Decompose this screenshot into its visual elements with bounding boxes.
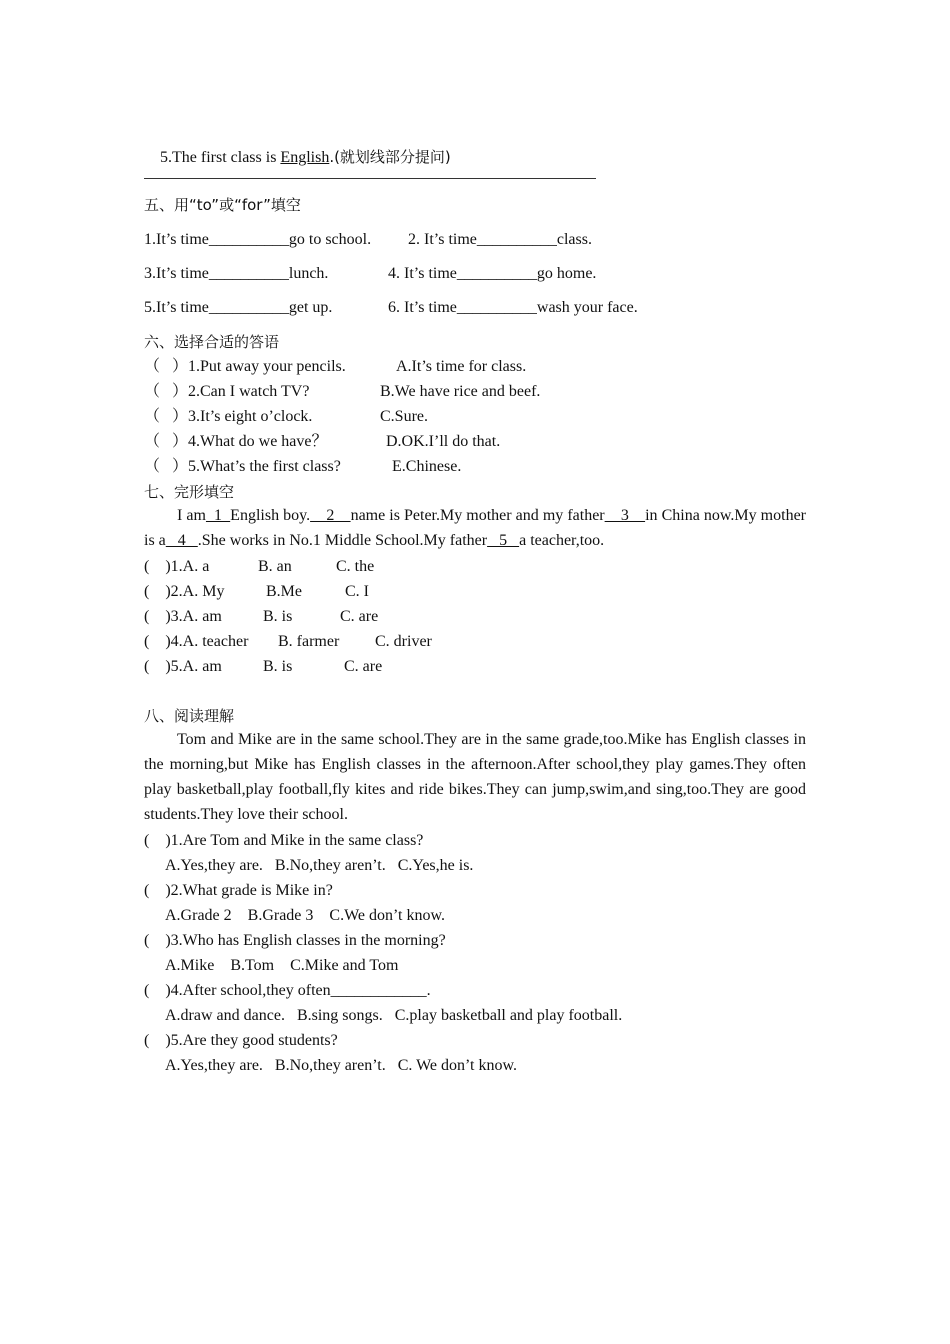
cloze-option-c: C. the xyxy=(336,558,375,575)
section-6-title: 六、选择合适的答语 xyxy=(144,333,280,351)
fill-item: 5.It’s time__________get up. xyxy=(144,299,333,316)
answer-line xyxy=(144,178,596,179)
match-answer: B.We have rice and beef. xyxy=(380,383,541,400)
cloze-option-b: B. is xyxy=(263,608,293,625)
cloze-option-q: ( )4.A. teacher xyxy=(144,633,249,650)
match-question: （ ）5.What’s the first class? xyxy=(144,458,341,475)
reading-options: A.Grade 2 B.Grade 3 C.We don’t know. xyxy=(165,907,445,924)
cloze-option-c: C. driver xyxy=(375,633,432,650)
reading-options: A.Mike B.Tom C.Mike and Tom xyxy=(165,957,399,974)
reading-question: ( )5.Are they good students? xyxy=(144,1032,338,1049)
cloze-option-b: B. an xyxy=(258,558,292,575)
match-answer: A.It’s time for class. xyxy=(396,358,527,375)
blank-2: 2 xyxy=(310,507,351,524)
fill-item: 4. It’s time__________go home. xyxy=(388,265,597,282)
question-5: 5.The first class is English.(就划线部分提问) xyxy=(160,148,451,166)
reading-question: ( )2.What grade is Mike in? xyxy=(144,882,333,899)
cloze-option-c: C. are xyxy=(340,608,379,625)
cloze-option-c: C. are xyxy=(344,658,383,675)
reading-options: A.Yes,they are. B.No,they aren’t. C.Yes,he is. xyxy=(165,857,474,874)
cloze-option-b: B.Me xyxy=(266,583,302,600)
reading-question: ( )1.Are Tom and Mike in the same class? xyxy=(144,832,424,849)
blank-4: 4 xyxy=(165,532,198,549)
reading-options: A.Yes,they are. B.No,they aren’t. C. We don’t know. xyxy=(165,1057,518,1074)
match-question: （ ）1.Put away your pencils. xyxy=(144,358,346,375)
match-answer: C.Sure. xyxy=(380,408,428,425)
cloze-option-q: ( )2.A. My xyxy=(144,583,225,600)
section-5-title: 五、用“to”或“for”填空 xyxy=(144,196,301,214)
reading-passage: Tom and Mike are in the same school.They are in the same grade,too.Mike has English classes in the morning,but Mike has English classes in the afternoon.After school,they play games.They often play basketball,play football,fly kites and ride bikes.They can jump,swim,and sing,too.They are good students.They love their school. xyxy=(144,731,806,823)
underlined-word: English xyxy=(280,149,330,166)
fill-item: 3.It’s time__________lunch. xyxy=(144,265,329,282)
blank-3: 3 xyxy=(604,507,646,524)
match-question: （ ）2.Can I watch TV? xyxy=(144,383,310,400)
match-answer: E.Chinese. xyxy=(392,458,462,475)
match-question: （ ）4.What do we have？ xyxy=(144,433,328,450)
fill-item: 2. It’s time__________class. xyxy=(408,231,592,248)
match-question: （ ）3.It’s eight o’clock. xyxy=(144,408,313,425)
cloze-option-q: ( )3.A. am xyxy=(144,608,222,625)
cloze-option-b: B. is xyxy=(263,658,293,675)
cloze-option-q: ( )1.A. a xyxy=(144,558,210,575)
cloze-option-b: B. farmer xyxy=(278,633,340,650)
fill-item: 6. It’s time__________wash your face. xyxy=(388,299,638,316)
match-answer: D.OK.I’ll do that. xyxy=(386,433,501,450)
cloze-passage: I am 1 English boy. 2 name is Peter.My mother and my father 3 in China now.My mother is a 4 .She works in No.1 Middle School.My father 5 a teacher,too. xyxy=(144,507,806,549)
reading-question: ( )4.After school,they often____________. xyxy=(144,982,431,999)
reading-question: ( )3.Who has English classes in the morning? xyxy=(144,932,446,949)
reading-options: A.draw and dance. B.sing songs. C.play basketball and play football. xyxy=(165,1007,623,1024)
blank-5: 5 xyxy=(487,532,520,549)
cloze-option-c: C. I xyxy=(345,583,369,600)
section-8-title: 八、阅读理解 xyxy=(144,707,235,725)
cloze-option-q: ( )5.A. am xyxy=(144,658,222,675)
blank-1: 1 xyxy=(205,507,231,524)
section-7-title: 七、完形填空 xyxy=(144,483,235,501)
fill-item: 1.It’s time__________go to school. xyxy=(144,231,372,248)
